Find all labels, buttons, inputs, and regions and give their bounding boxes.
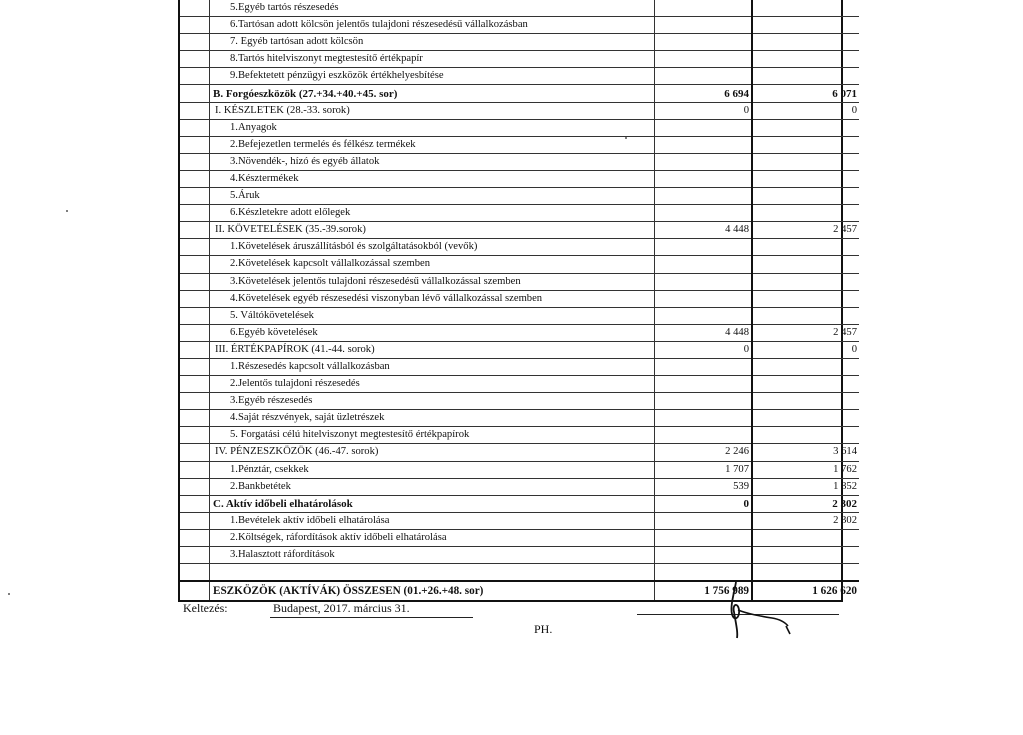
row-margin-cell: [180, 564, 210, 582]
row-margin-cell: [180, 290, 210, 307]
row-margin-cell: [180, 358, 210, 375]
row-value-previous: [655, 529, 753, 546]
table-row: [180, 478, 859, 495]
table-row: [180, 239, 859, 256]
table-row: [180, 68, 859, 85]
row-value-previous: [655, 239, 753, 256]
row-margin-cell: [180, 376, 210, 393]
table-row: [180, 324, 859, 341]
row-value-previous: 2 246: [655, 444, 753, 461]
row-margin-cell: [180, 461, 210, 478]
row-margin-cell: [180, 51, 210, 68]
row-margin-cell: [180, 239, 210, 256]
row-value-previous: [655, 34, 753, 51]
row-value-previous: 6 694: [655, 85, 753, 102]
row-value-previous: [655, 170, 753, 187]
row-margin-cell: [180, 478, 210, 495]
row-label: 1.Követelések áruszállításból és szolgáltatásokból (vevők): [210, 239, 655, 256]
row-value-current: 2 457: [752, 222, 859, 239]
row-value-current: 2 457: [752, 324, 859, 341]
row-label: 2.Jelentős tulajdoni részesedés: [210, 376, 655, 393]
row-margin-cell: [180, 153, 210, 170]
row-value-previous: [655, 136, 753, 153]
row-value-previous: 4 448: [655, 222, 753, 239]
row-label: 1.Anyagok: [210, 119, 655, 136]
row-label: 3.Egyéb részesedés: [210, 393, 655, 410]
row-value-current: [752, 153, 859, 170]
row-value-previous: 0: [655, 495, 753, 512]
table-row: [180, 529, 859, 546]
row-value-previous: [655, 0, 753, 17]
row-value-current: [752, 188, 859, 205]
row-value-previous: [655, 205, 753, 222]
row-value-previous: [655, 512, 753, 529]
row-value-current: [752, 307, 859, 324]
table-row: [180, 273, 859, 290]
row-margin-cell: [180, 273, 210, 290]
row-value-current: [752, 273, 859, 290]
table-row: [180, 119, 859, 136]
row-margin-cell: [180, 324, 210, 341]
row-label: 2.Követelések kapcsolt vállalkozással szemben: [210, 256, 655, 273]
row-margin-cell: [180, 393, 210, 410]
table-row: [180, 307, 859, 324]
table-row: [180, 85, 859, 102]
assets-table: [180, 0, 859, 600]
total-assets-value-previous: 1 756 989: [655, 581, 753, 600]
row-label: 5. Forgatási célú hitelviszonyt megtestesítő értékpapírok: [210, 427, 655, 444]
row-margin-cell: [180, 427, 210, 444]
row-value-current: 0: [752, 102, 859, 119]
total-assets-label: ESZKÖZÖK (AKTÍVÁK) ÖSSZESEN (01.+26.+48. sor): [210, 581, 655, 600]
table-row: [180, 410, 859, 427]
row-label: 4.Saját részvények, saját üzletrészek: [210, 410, 655, 427]
row-value-previous: 0: [655, 102, 753, 119]
table-row: [180, 290, 859, 307]
row-value-previous: [655, 393, 753, 410]
table-row: [180, 461, 859, 478]
row-label: 1.Részesedés kapcsolt vállalkozásban: [210, 358, 655, 375]
scan-speck: [66, 210, 68, 212]
row-value-current: [752, 239, 859, 256]
row-label: II. KÖVETELÉSEK (35.-39.sorok): [210, 222, 655, 239]
row-value-current: [752, 290, 859, 307]
row-value-current: [752, 564, 859, 582]
row-label: 6.Készletekre adott előlegek: [210, 205, 655, 222]
row-value-previous: [655, 358, 753, 375]
row-value-previous: [655, 153, 753, 170]
row-value-current: [752, 376, 859, 393]
row-value-previous: [655, 547, 753, 564]
row-label: III. ÉRTÉKPAPÍROK (41.-44. sorok): [210, 341, 655, 358]
table-row: [180, 256, 859, 273]
table-row: [180, 358, 859, 375]
row-label: 9.Befektetett pénzügyi eszközök értékhelyesbítése: [210, 68, 655, 85]
row-value-previous: [655, 68, 753, 85]
table-row: [180, 547, 859, 564]
table-row: [180, 102, 859, 119]
row-value-previous: [655, 307, 753, 324]
row-label: 6.Tartósan adott kölcsön jelentős tulajdoni részesedésű vállalkozásban: [210, 17, 655, 34]
row-value-previous: [655, 256, 753, 273]
scan-speck: [625, 137, 627, 139]
table-row: [180, 495, 859, 512]
table-row: [180, 393, 859, 410]
row-label: 2.Bankbetétek: [210, 478, 655, 495]
stamp-label: PH.: [534, 622, 553, 636]
row-value-previous: [655, 427, 753, 444]
row-label: 4.Követelések egyéb részesedési viszonyban lévő vállalkozással szemben: [210, 290, 655, 307]
row-label: I. KÉSZLETEK (28.-33. sorok): [210, 102, 655, 119]
row-margin-cell: [180, 188, 210, 205]
row-value-previous: 1 707: [655, 461, 753, 478]
row-value-current: [752, 427, 859, 444]
table-row: [180, 376, 859, 393]
table-row: [180, 170, 859, 187]
row-label: 5. Váltókövetelések: [210, 307, 655, 324]
row-value-current: [752, 34, 859, 51]
row-margin-cell: [180, 410, 210, 427]
row-margin-cell: [180, 136, 210, 153]
table-row: [180, 205, 859, 222]
row-label: IV. PÉNZESZKÖZÖK (46.-47. sorok): [210, 444, 655, 461]
row-margin-cell: [180, 17, 210, 34]
row-margin-cell: [180, 547, 210, 564]
row-margin-cell: [180, 256, 210, 273]
table-row: [180, 427, 859, 444]
row-value-current: [752, 51, 859, 68]
row-value-current: 0: [752, 341, 859, 358]
row-value-current: [752, 119, 859, 136]
row-value-current: [752, 136, 859, 153]
row-value-current: [752, 17, 859, 34]
table-row: [180, 17, 859, 34]
row-label: C. Aktív időbeli elhatárolások: [210, 495, 655, 512]
table-row: [180, 444, 859, 461]
row-margin-cell: [180, 581, 210, 600]
table-row: [180, 188, 859, 205]
table-row: [180, 51, 859, 68]
row-value-current: 2 302: [752, 512, 859, 529]
row-margin-cell: [180, 0, 210, 17]
scan-speck: [8, 593, 10, 595]
row-value-previous: 4 448: [655, 324, 753, 341]
row-margin-cell: [180, 205, 210, 222]
row-value-current: [752, 68, 859, 85]
row-margin-cell: [180, 119, 210, 136]
table-row: [180, 222, 859, 239]
row-label: 1.Pénztár, csekkek: [210, 461, 655, 478]
row-value-current: 2 302: [752, 495, 859, 512]
row-value-previous: [655, 410, 753, 427]
row-label: 6.Egyéb követelések: [210, 324, 655, 341]
row-label: [210, 564, 655, 582]
row-margin-cell: [180, 170, 210, 187]
row-margin-cell: [180, 307, 210, 324]
row-value-current: [752, 358, 859, 375]
row-margin-cell: [180, 341, 210, 358]
table-row: [180, 512, 859, 529]
table-row: [180, 564, 859, 582]
row-margin-cell: [180, 34, 210, 51]
row-label: 5.Áruk: [210, 188, 655, 205]
row-margin-cell: [180, 444, 210, 461]
row-value-previous: [655, 188, 753, 205]
table-row: [180, 136, 859, 153]
place-and-date: Budapest, 2017. március 31.: [270, 601, 473, 618]
row-label: 7. Egyéb tartósan adott kölcsön: [210, 34, 655, 51]
row-label: 2.Befejezetlen termelés és félkész termékek: [210, 136, 655, 153]
row-margin-cell: [180, 102, 210, 119]
table-row: [180, 153, 859, 170]
row-value-previous: [655, 119, 753, 136]
row-margin-cell: [180, 222, 210, 239]
row-value-current: [752, 0, 859, 17]
row-value-previous: 0: [655, 341, 753, 358]
table-row: [180, 0, 859, 17]
row-value-previous: [655, 376, 753, 393]
row-value-current: 1 762: [752, 461, 859, 478]
row-value-previous: [655, 290, 753, 307]
row-label: 4.Késztermékek: [210, 170, 655, 187]
row-value-current: [752, 170, 859, 187]
row-label: 3.Növendék-, hízó és egyéb állatok: [210, 153, 655, 170]
row-value-current: [752, 256, 859, 273]
row-margin-cell: [180, 495, 210, 512]
table-row: [180, 34, 859, 51]
row-value-current: [752, 547, 859, 564]
row-value-previous: [655, 564, 753, 582]
row-value-previous: [655, 51, 753, 68]
row-value-previous: [655, 273, 753, 290]
total-assets-value-current: 1 626 620: [752, 581, 859, 600]
row-value-current: [752, 529, 859, 546]
row-value-previous: 539: [655, 478, 753, 495]
row-value-current: 1 852: [752, 478, 859, 495]
handwritten-signature: [718, 580, 798, 640]
date-label: Keltezés:: [183, 601, 228, 615]
row-value-current: 6 071: [752, 85, 859, 102]
balance-sheet-table: [178, 0, 857, 602]
row-label: B. Forgóeszközök (27.+34.+40.+45. sor): [210, 85, 655, 102]
row-margin-cell: [180, 529, 210, 546]
table-row: [180, 341, 859, 358]
row-value-current: [752, 205, 859, 222]
row-label: 3.Halasztott ráfordítások: [210, 547, 655, 564]
row-margin-cell: [180, 68, 210, 85]
row-label: 2.Költségek, ráfordítások aktív időbeli elhatárolása: [210, 529, 655, 546]
row-label: 8.Tartós hitelviszonyt megtestesítő értékpapír: [210, 51, 655, 68]
row-margin-cell: [180, 85, 210, 102]
row-value-previous: [655, 17, 753, 34]
row-value-current: [752, 410, 859, 427]
row-value-current: 3 614: [752, 444, 859, 461]
row-margin-cell: [180, 512, 210, 529]
row-label: 1.Bevételek aktív időbeli elhatárolása: [210, 512, 655, 529]
row-label: 5.Egyéb tartós részesedés: [210, 0, 655, 17]
row-value-current: [752, 393, 859, 410]
row-label: 3.Követelések jelentős tulajdoni részesedésű vállalkozással szemben: [210, 273, 655, 290]
